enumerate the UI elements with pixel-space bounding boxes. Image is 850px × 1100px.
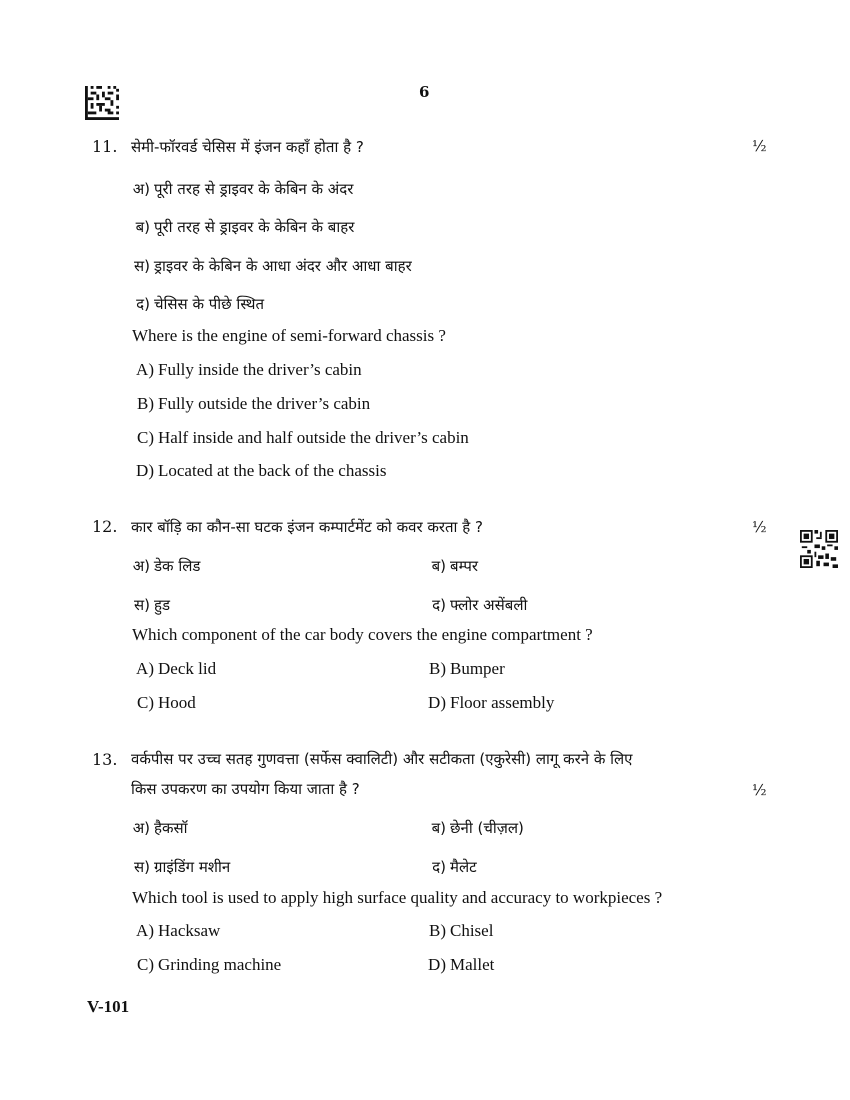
page-number: 6	[419, 83, 430, 101]
question-13-hindi-line2: किस उपकरण का उपयोग किया जाता है ?	[131, 780, 360, 798]
q11-hindi-option-a: अ) पूरी तरह से ड्राइवर के केबिन के अंदर	[132, 180, 354, 198]
question-11-hindi: सेमी-फॉरवर्ड चेसिस में इंजन कहाँ होता है ?	[131, 138, 364, 156]
q11-english-option-d: D) Located at the back of the chassis	[136, 461, 387, 480]
q11-hindi-option-c: स) ड्राइवर के केबिन के आधा अंदर और आधा बाहर	[134, 257, 412, 275]
question-11-number: 11.	[92, 137, 118, 156]
q12-hindi-option-a: अ) डेक लिड	[132, 557, 201, 575]
question-13-hindi-line1: वर्कपीस पर उच्च सतह गुणवत्ता (सर्फेस क्वालिटी) और सटीकता (एकुरेसी) लागू करने के लिए	[131, 750, 633, 768]
q13-hindi-option-d: द) मैलेट	[432, 858, 477, 876]
q13-hindi-option-c: स) ग्राइंडिंग मशीन	[134, 858, 231, 876]
q12-hindi-option-b: ब) बम्पर	[431, 557, 479, 575]
q13-english-option-c: C) Grinding machine	[137, 955, 282, 974]
question-13-number: 13.	[92, 750, 118, 769]
question-11-english: Where is the engine of semi-forward chassis ?	[132, 326, 446, 345]
q11-english-option-b: B) Fully outside the driver’s cabin	[137, 394, 371, 413]
q13-english-option-d: D) Mallet	[428, 955, 495, 974]
q11-hindi-option-d: द) चेसिस के पीछे स्थित	[136, 295, 264, 313]
q12-hindi-option-d: द) फ्लोर असेंबली	[432, 596, 528, 614]
q12-english-option-b: B) Bumper	[429, 659, 505, 678]
top-left-barcode	[84, 86, 120, 120]
q11-english-option-c: C) Half inside and half outside the driver’s cabin	[137, 428, 469, 447]
q12-english-option-a: A) Deck lid	[136, 659, 217, 678]
q13-english-option-a: A) Hacksaw	[136, 921, 221, 940]
side-qr-code	[800, 530, 838, 568]
question-13-marks: ½	[752, 781, 767, 799]
question-12-english: Which component of the car body covers the engine compartment ?	[132, 625, 593, 644]
q11-hindi-option-b: ब) पूरी तरह से ड्राइवर के केबिन के बाहर	[135, 218, 355, 236]
q13-hindi-option-b: ब) छेनी (चीज़ल)	[431, 819, 524, 837]
question-11-marks: ½	[752, 137, 767, 155]
q12-english-option-c: C) Hood	[137, 693, 196, 712]
footer-code: V-101	[87, 997, 130, 1016]
question-12-marks: ½	[752, 518, 767, 536]
q12-english-option-d: D) Floor assembly	[428, 693, 555, 712]
question-12-hindi: कार बॉड़ि का कौन-सा घटक इंजन कम्पार्टमेंट को कवर करता है ?	[131, 518, 483, 536]
q11-english-option-a: A) Fully inside the driver’s cabin	[136, 360, 362, 379]
q13-hindi-option-a: अ) हैकसॉ	[132, 819, 188, 837]
question-13-english: Which tool is used to apply high surface quality and accuracy to workpieces ?	[132, 888, 663, 907]
question-12-number: 12.	[92, 517, 118, 536]
q13-english-option-b: B) Chisel	[429, 921, 494, 940]
q12-hindi-option-c: स) हुड	[134, 596, 170, 614]
